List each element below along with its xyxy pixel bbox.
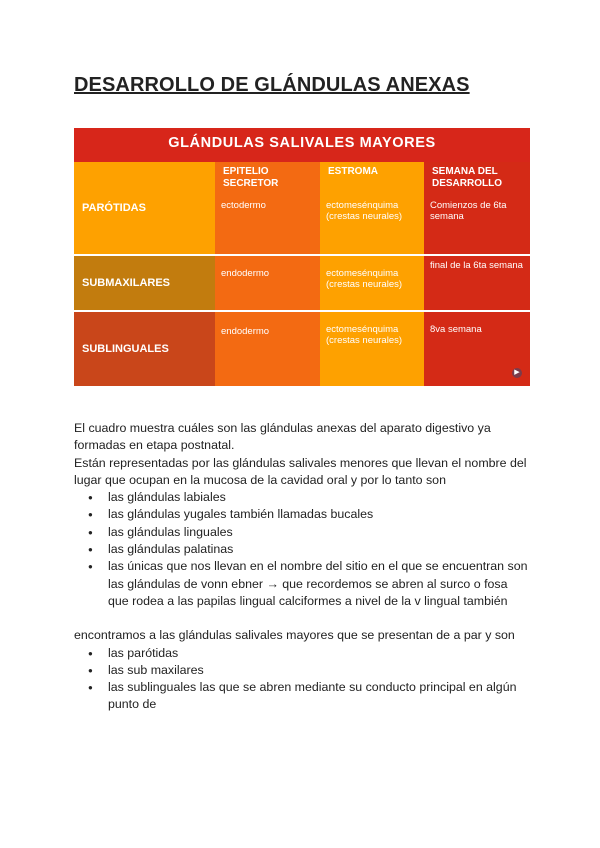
- list-item: ● las glándulas yugales también llamadas bucales: [108, 506, 530, 523]
- header-semana: SEMANA DEL DESARROLLO: [424, 162, 530, 196]
- cell-sublinguales-semana: 8va semana: [424, 312, 530, 386]
- next-arrow-icon: ▶: [512, 368, 522, 378]
- cell-submaxilares-estroma: ectomesénquima (crestas neurales): [320, 256, 424, 310]
- glandulas-table-image: [74, 128, 530, 386]
- cell-sublinguales-estroma: ectomesénquima (crestas neurales): [320, 312, 424, 386]
- list-item: ● las únicas que nos llevan en el nombre del sitio en el que se encuentran son las glándulas de vonn ebner → que recordemos se abren al surco o fosa que rodea a las papilas lingual calciformes a nivel de la v lingual también: [108, 558, 530, 610]
- paragraph-menores: Están representadas por las glándulas salivales menores que llevan el nombre del lugar que ocupan en la mucosa de la cavidad oral y por lo tanto son: [74, 455, 527, 487]
- cell-submaxilares-epitelio: endodermo: [215, 256, 320, 310]
- row-label-sublinguales: SUBLINGUALES: [74, 312, 215, 386]
- page-title: DESARROLLO DE GLÁNDULAS ANEXAS: [74, 74, 470, 96]
- row-label-submaxilares: SUBMAXILARES: [74, 256, 215, 310]
- list-item: ● las glándulas linguales: [108, 524, 530, 541]
- paragraph-intro: El cuadro muestra cuáles son las glándulas anexas del aparato digestivo ya formadas en etapa postnatal.: [74, 421, 491, 453]
- cell-parotidas-estroma: ectomesénquima (crestas neurales): [320, 196, 424, 254]
- list-item: ● las glándulas palatinas: [108, 541, 530, 558]
- list-item: ● las sub maxilares: [108, 662, 530, 679]
- cell-parotidas-semana: Comienzos de 6ta semana: [424, 196, 530, 254]
- list-mayores: [74, 645, 530, 714]
- table-title: GLÁNDULAS SALIVALES MAYORES: [74, 128, 530, 162]
- body-text: [74, 420, 530, 714]
- paragraph-mayores: encontramos a las glándulas salivales mayores que se presentan de a par y son: [74, 628, 515, 643]
- header-epitelio: EPITELIO SECRETOR: [215, 162, 320, 196]
- header-estroma: ESTROMA: [320, 162, 424, 196]
- row-label-parotidas: PARÓTIDAS: [74, 162, 215, 254]
- list-item: ● las sublinguales las que se abren mediante su conducto principal en algún punto de: [108, 679, 530, 714]
- cell-submaxilares-semana: final de la 6ta semana: [424, 256, 530, 310]
- list-item: ● las parótidas: [108, 645, 530, 662]
- list-menores: [74, 489, 530, 610]
- cell-parotidas-epitelio: ectodermo: [215, 196, 320, 254]
- list-item: ● las glándulas labiales: [108, 489, 530, 506]
- cell-sublinguales-epitelio: endodermo: [215, 312, 320, 386]
